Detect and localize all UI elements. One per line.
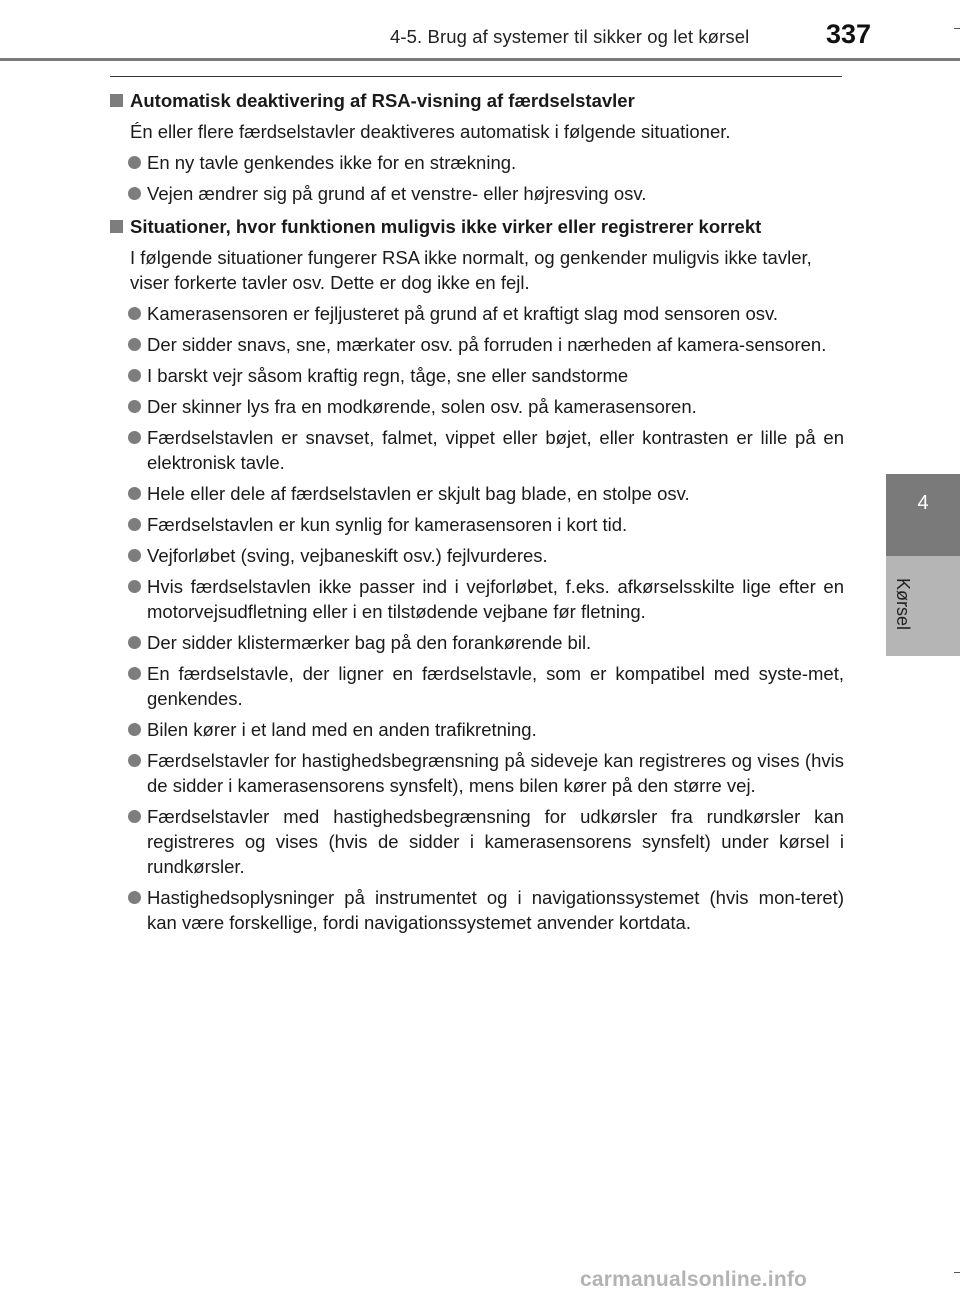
list-item-text: Færdselstavler for hastighedsbegrænsning på sideveje kan registreres og vises (hvis de sidder i kamerasensorens synsfelt), mens bilen kører på den større vej.	[147, 750, 844, 796]
section-heading-text: Situationer, hvor funktionen muligvis ikke virker eller registrerer korrekt	[130, 216, 762, 237]
list-item	[110, 332, 844, 357]
list-item-text: Vejen ændrer sig på grund af et venstre- eller højresving osv.	[147, 183, 647, 204]
circle-bullet-icon	[128, 754, 141, 767]
crop-mark	[954, 28, 960, 29]
list-item-text: En ny tavle genkendes ikke for en strækning.	[147, 152, 517, 173]
circle-bullet-icon	[128, 723, 141, 736]
chapter-label: Kørsel	[893, 578, 913, 631]
list-item-text: Færdselstavlen er kun synlig for kamerasensoren i kort tid.	[147, 514, 628, 535]
list-item	[110, 661, 844, 711]
circle-bullet-icon	[128, 518, 141, 531]
list-item	[110, 748, 844, 798]
circle-bullet-icon	[128, 431, 141, 444]
list-item	[110, 630, 844, 655]
list-item-text: Der sidder klistermærker bag på den forankørende bil.	[147, 632, 592, 653]
list-item-text: Færdselstavlen er snavset, falmet, vippet eller bøjet, eller kontrasten er lille på en elektronisk tavle.	[147, 427, 844, 473]
section-heading	[110, 88, 844, 113]
list-item-text: Der sidder snavs, sne, mærkater osv. på forruden i nærheden af kamera-sensoren.	[147, 334, 827, 355]
list-item	[110, 481, 844, 506]
crop-mark	[954, 1272, 960, 1273]
list-item-text: Der skinner lys fra en modkørende, solen osv. på kamerasensoren.	[147, 396, 697, 417]
circle-bullet-icon	[128, 810, 141, 823]
page-number: 337	[826, 19, 872, 49]
section-heading	[110, 214, 844, 239]
list-item-text: Kamerasensoren er fejljusteret på grund af et kraftigt slag mod sensoren osv.	[147, 303, 779, 324]
list-item	[110, 885, 844, 935]
chapter-number: 4	[917, 492, 929, 514]
list-item-text: Hele eller dele af færdselstavlen er skjult bag blade, en stolpe osv.	[147, 483, 690, 504]
circle-bullet-icon	[128, 636, 141, 649]
circle-bullet-icon	[128, 156, 141, 169]
list-item-text: I barskt vejr såsom kraftig regn, tåge, sne eller sandstorme	[147, 365, 629, 386]
list-item	[110, 804, 844, 879]
list-item	[110, 394, 844, 419]
circle-bullet-icon	[128, 891, 141, 904]
circle-bullet-icon	[128, 487, 141, 500]
circle-bullet-icon	[128, 338, 141, 351]
circle-bullet-icon	[128, 307, 141, 320]
watermark: carmanualsonline.info	[580, 1268, 808, 1291]
list-item-text: En færdselstavle, der ligner en færdselstavle, som er kompatibel med syste-met, genkendes.	[147, 663, 844, 709]
square-bullet-icon	[110, 94, 123, 107]
circle-bullet-icon	[128, 549, 141, 562]
circle-bullet-icon	[128, 580, 141, 593]
chapter-tab[interactable]	[886, 474, 960, 556]
square-bullet-icon	[110, 220, 123, 233]
list-item	[110, 363, 844, 388]
section-intro: Én eller flere færdselstavler deaktiveres automatisk i følgende situationer.	[130, 121, 731, 142]
top-rule	[110, 76, 842, 77]
section-intro: I følgende situationer fungerer RSA ikke normalt, og genkender muligvis ikke tavler, viser forkerte tavler osv. Dette er dog ikke en fejl.	[130, 247, 812, 293]
list-item	[110, 574, 844, 624]
list-item-text: Hastighedsoplysninger på instrumentet og i navigationssystemet (hvis mon-teret) kan være forskellige, fordi navigationssystemet anvender kortdata.	[147, 887, 844, 933]
list-item	[110, 512, 844, 537]
list-item-text: Bilen kører i et land med en anden trafikretning.	[147, 719, 537, 740]
list-item-text: Færdselstavler med hastighedsbegrænsning for udkørsler fra rundkørsler kan registreres og vises (hvis de sidder i kamerasensorens synsfelt) under kørsel i rundkørsler.	[147, 806, 844, 877]
list-item	[110, 425, 844, 475]
list-item	[110, 543, 844, 568]
header-rule	[0, 58, 960, 61]
list-item	[110, 301, 844, 326]
list-item	[110, 717, 844, 742]
circle-bullet-icon	[128, 187, 141, 200]
circle-bullet-icon	[128, 400, 141, 413]
section-heading-text: Automatisk deaktivering af RSA-visning af færdselstavler	[130, 90, 635, 111]
list-item	[110, 181, 844, 206]
list-item	[110, 150, 844, 175]
circle-bullet-icon	[128, 369, 141, 382]
circle-bullet-icon	[128, 667, 141, 680]
content	[110, 88, 844, 941]
list-item-text: Hvis færdselstavlen ikke passer ind i vejforløbet, f.eks. afkørselsskilte lige efter en motorvejsudfletning eller i en tilstødende vejbane før fletning.	[147, 576, 844, 622]
header-title: 4-5. Brug af systemer til sikker og let kørsel	[390, 26, 750, 47]
list-item-text: Vejforløbet (sving, vejbaneskift osv.) fejlvurderes.	[147, 545, 548, 566]
